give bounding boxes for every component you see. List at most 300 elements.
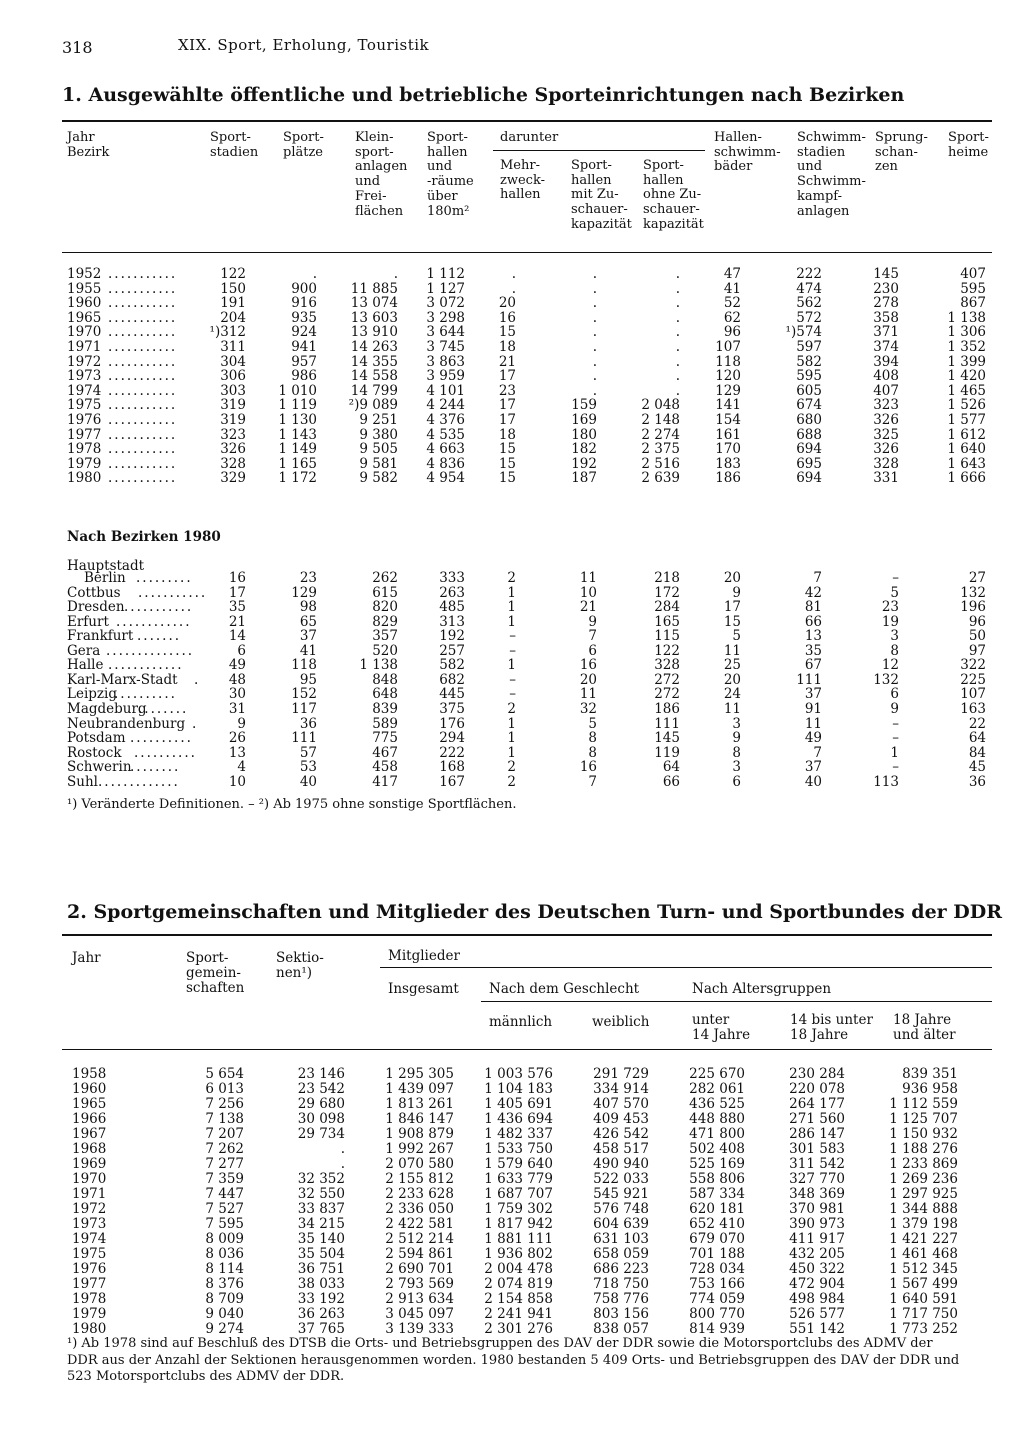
t2-cell-insgesamt: 1 813 261 [385, 1096, 454, 1112]
t2-year-label: 1960 [72, 1081, 107, 1097]
t1-cell-mehrzweck: 20 [498, 295, 516, 312]
table2-footnote-line: ¹) Ab 1978 sind auf Beschluß des DTSB die Orts- und Betriebsgruppen des DAV der DDR sowie die Motorsportclubs des ADMV der [67, 1336, 933, 1351]
leader-dots: ............ [116, 613, 192, 630]
t1-cell-schwimm: 597 [796, 339, 822, 355]
t2-cell-a14: 551 142 [789, 1321, 845, 1337]
t1-cell-stadien: 328 [220, 455, 246, 472]
t1-cell-ohne-zu: 145 [654, 730, 680, 747]
t1-cell-mit-zu: 8 [588, 744, 597, 761]
t2-cell-a14: 271 560 [789, 1111, 845, 1127]
t2-year-label: 1969 [72, 1156, 107, 1172]
t1-cell-ohne-zu: . [675, 280, 680, 297]
t2-cell-sek: 37 765 [297, 1321, 345, 1337]
t2-cell-u14: 587 334 [689, 1186, 745, 1202]
t1-cell-ohne-zu: 2 516 [641, 455, 680, 472]
t1-cell-heime: 1 666 [947, 470, 986, 487]
t1-cell-mit-zu: 32 [579, 700, 597, 717]
t2-cell-insgesamt: 2 422 581 [385, 1216, 454, 1232]
t1-cell-hallenbad: 170 [715, 441, 741, 458]
t2-cell-sek: 38 033 [297, 1276, 345, 1292]
t1-cell-stadien: 14 [228, 628, 246, 645]
t1-cell-hallen: 333 [439, 570, 465, 586]
t1-bezirk-label: Berlin [84, 570, 126, 586]
t1-cell-mit-zu: 187 [571, 470, 597, 487]
t1-cell-schwimm: 222 [796, 266, 822, 282]
t2-cell-a14: 411 917 [789, 1231, 845, 1247]
t1-cell-plaetze: 37 [299, 628, 317, 645]
t1-cell-mehrzweck: 17 [498, 368, 516, 385]
t2-cell-m: 1 936 802 [484, 1246, 553, 1262]
t1-cell-schwimm: 13 [804, 628, 822, 645]
t1-cell-plaetze: 129 [291, 584, 317, 601]
t1-cell-klein: 11 885 [350, 280, 398, 297]
t1-cell-sprung: 371 [873, 324, 899, 341]
t1-cell-sprung: 12 [881, 657, 899, 674]
t1-cell-plaetze: 118 [291, 657, 317, 674]
t2-cell-sek: 36 263 [297, 1306, 345, 1322]
t1-cell-ohne-zu: 284 [654, 599, 680, 616]
t1-cell-mit-zu: . [592, 309, 597, 326]
t2-cell-w: 426 542 [593, 1126, 649, 1142]
t1-cell-mit-zu: 159 [571, 397, 597, 414]
t1-col-hallen: Sport- hallen und -räume über 180m² [427, 130, 474, 219]
t1-cell-klein: 13 603 [350, 309, 398, 326]
t1-cell-schwimm: 37 [804, 686, 822, 703]
t1-cell-mehrzweck: 1 [507, 715, 516, 732]
t1-cell-hallenbad: 9 [732, 730, 741, 747]
leader-dots: ......... [136, 570, 193, 586]
t2-cell-sek: 34 215 [297, 1216, 345, 1232]
t2-cell-u14: 471 800 [689, 1126, 745, 1142]
t2-cell-w: 803 156 [593, 1306, 649, 1322]
t1-cell-ohne-zu: 272 [654, 686, 680, 703]
t1-cell-mit-zu: . [592, 280, 597, 297]
t1-cell-plaetze: 1 130 [278, 412, 317, 428]
t2-cell-a18: 1 421 227 [889, 1231, 958, 1247]
t1-cell-mit-zu: 8 [588, 730, 597, 747]
t1-cell-sprung: – [892, 715, 899, 732]
t1-cell-klein: 820 [372, 599, 398, 616]
t1-cell-klein: 14 558 [350, 368, 398, 385]
t1-cell-heime: 1 526 [947, 397, 986, 414]
t1-cell-hallen: 313 [439, 613, 465, 630]
t1-cell-hallen: 3 644 [426, 324, 465, 341]
t1-cell-mit-zu: 16 [579, 657, 597, 674]
t2-cell-a18: 1 461 468 [889, 1246, 958, 1262]
t1-cell-stadien: 150 [220, 280, 246, 297]
t2-cell-m: 1 405 691 [484, 1096, 553, 1112]
t1-cell-sprung: 374 [873, 339, 899, 355]
leader-dots: ........ [130, 759, 181, 776]
t1-cell-mit-zu: 6 [588, 642, 597, 659]
t2-cell-insgesamt: 2 070 580 [385, 1156, 454, 1172]
t1-cell-heime: 1 643 [947, 455, 986, 472]
t1-cell-hallen: 167 [439, 773, 465, 790]
t2-cell-m: 1 533 750 [484, 1141, 553, 1157]
t2-cell-a18: 1 125 707 [889, 1111, 958, 1127]
t1-cell-stadien: 17 [228, 584, 246, 601]
t2-cell-a14: 348 369 [789, 1186, 845, 1202]
t1-cell-schwimm: 562 [796, 295, 822, 312]
t1-cell-stadien: 304 [220, 353, 246, 370]
t2-cell-sg: 7 277 [205, 1156, 244, 1172]
t1-cell-schwimm: 67 [804, 657, 822, 674]
t1-cell-heime: 36 [968, 773, 986, 790]
t1-col-heime: Sport- heime [948, 130, 989, 160]
t1-cell-plaetze: 1 149 [278, 441, 317, 458]
t1-cell-hallenbad: 96 [723, 324, 741, 341]
t1-cell-mehrzweck: 18 [498, 339, 516, 355]
leader-dots: ........... [138, 584, 208, 601]
t1-year-label: 1977 [67, 426, 102, 443]
t2-cell-a18: 1 269 236 [889, 1171, 958, 1187]
t1-cell-klein: 458 [372, 759, 398, 776]
t1-cell-mehrzweck: 1 [507, 613, 516, 630]
t2-cell-insgesamt: 1 295 305 [385, 1066, 454, 1082]
t1-cell-ohne-zu: 328 [654, 657, 680, 674]
t1-cell-mehrzweck: – [509, 628, 516, 645]
t2-cell-m: 2 154 858 [484, 1291, 553, 1307]
t1-cell-hallen: 4 663 [426, 441, 465, 458]
t2-cell-w: 658 059 [593, 1246, 649, 1262]
t1-cell-ohne-zu: . [675, 382, 680, 399]
t1-bezirk-label: Magdeburg [67, 700, 147, 717]
t1-cell-sprung: 230 [873, 280, 899, 297]
t1-cell-sprung: 19 [881, 613, 899, 630]
t1-cell-stadien: 326 [220, 441, 246, 458]
t1-year-label: 1979 [67, 455, 102, 472]
t1-cell-sprung: 326 [873, 412, 899, 428]
t2-year-label: 1971 [72, 1186, 107, 1202]
t1-bezirk-label: Suhl [67, 773, 98, 790]
t1-cell-hallenbad: 186 [715, 470, 741, 487]
t2-cell-m: 1 579 640 [484, 1156, 553, 1172]
page-number: 318 [62, 38, 93, 57]
t1-cell-sprung: 325 [873, 426, 899, 443]
t1-cell-plaetze: 924 [291, 324, 317, 341]
t1-bezirk-label: Neubrandenburg [67, 715, 186, 732]
leader-dots: ........... [108, 412, 178, 428]
t1-cell-mehrzweck: 1 [507, 599, 516, 616]
t2-col-a18: 18 Jahre und älter [893, 1012, 956, 1043]
t1-cell-mit-zu: 11 [579, 686, 597, 703]
t2-year-label: 1976 [72, 1261, 107, 1277]
t1-cell-heime: 45 [968, 759, 986, 776]
t2-cell-u14: 282 061 [689, 1081, 745, 1097]
t2-cell-sg: 7 359 [205, 1171, 244, 1187]
t1-cell-mehrzweck: . [511, 280, 516, 297]
t2-cell-a14: 286 147 [789, 1126, 845, 1142]
t1-cell-ohne-zu: 172 [654, 584, 680, 601]
t1-cell-hallen: 4 101 [426, 382, 465, 399]
t1-cell-klein: 13 910 [350, 324, 398, 341]
table2-header-rule [62, 1049, 992, 1050]
t1-cell-mehrzweck: 2 [507, 759, 516, 776]
t2-cell-sek: 36 751 [297, 1261, 345, 1277]
t2-cell-u14: 753 166 [689, 1276, 745, 1292]
t2-cell-sek: 29 680 [297, 1096, 345, 1112]
t1-bezirk-label: Cottbus [67, 584, 121, 601]
table2-top-rule [62, 934, 992, 936]
t2-cell-a18: 1 567 499 [889, 1276, 958, 1292]
t2-cell-insgesamt: 2 690 701 [385, 1261, 454, 1277]
t1-cell-hallenbad: 3 [732, 759, 741, 776]
t1-cell-stadien: 319 [220, 412, 246, 428]
t1-cell-heime: 867 [960, 295, 986, 312]
t2-cell-sek: 33 192 [297, 1291, 345, 1307]
t2-cell-sg: 6 013 [205, 1081, 244, 1097]
t1-cell-sprung: – [892, 730, 899, 747]
t1-cell-mit-zu: 9 [588, 613, 597, 630]
t1-cell-ohne-zu: . [675, 295, 680, 312]
t1-cell-stadien: 49 [228, 657, 246, 674]
t1-cell-mehrzweck: 1 [507, 584, 516, 601]
t2-cell-a14: 432 205 [789, 1246, 845, 1262]
t1-cell-heime: 595 [960, 280, 986, 297]
t1-cell-heime: 1 306 [947, 324, 986, 341]
t1-cell-hallenbad: 9 [732, 584, 741, 601]
t1-cell-mit-zu: 10 [579, 584, 597, 601]
t2-cell-a14: 327 770 [789, 1171, 845, 1187]
t1-cell-klein: 262 [372, 570, 398, 586]
t2-cell-sek: 29 734 [297, 1126, 345, 1142]
leader-dots: .......... [114, 686, 177, 703]
t1-cell-hallenbad: 3 [732, 715, 741, 732]
t2-cell-m: 2 301 276 [484, 1321, 553, 1337]
t2-year-label: 1978 [72, 1291, 107, 1307]
t1-bezirk-label: Halle [67, 657, 104, 674]
t1-bezirk-label: Frankfurt [67, 628, 134, 645]
t1-bezirk-label: Leipzig [67, 686, 117, 703]
t1-cell-klein: 14 799 [350, 382, 398, 399]
t1-col-klein: Klein- sport- anlagen und Frei- flächen [355, 130, 408, 219]
t2-cell-a14: 472 904 [789, 1276, 845, 1292]
t1-cell-klein: 9 251 [359, 412, 398, 428]
t2-cell-m: 1 687 707 [484, 1186, 553, 1202]
t1-bezirk-label: Karl-Marx-Stadt [67, 671, 178, 688]
t1-cell-heime: 27 [968, 570, 986, 586]
t1-col-mit-zu: Sport- hallen mit Zu- schauer- kapazität [571, 158, 632, 232]
t2-cell-sek: 30 098 [297, 1111, 345, 1127]
t1-cell-plaetze: 53 [299, 759, 317, 776]
t1-cell-sprung: 132 [873, 671, 899, 688]
t1-cell-sprung: 8 [890, 642, 899, 659]
t1-year-label: 1972 [67, 353, 102, 370]
t2-cell-sek: 32 352 [297, 1171, 345, 1187]
t1-cell-ohne-zu: 2 048 [641, 397, 680, 414]
t1-cell-hallen: 1 127 [426, 280, 465, 297]
t1-cell-stadien: 26 [228, 730, 246, 747]
t1-cell-hallenbad: 183 [715, 455, 741, 472]
t1-cell-klein: 520 [372, 642, 398, 659]
t1-cell-mehrzweck: 1 [507, 657, 516, 674]
t2-cell-m: 1 881 111 [484, 1231, 553, 1247]
t2-cell-a14: 311 542 [789, 1156, 845, 1172]
table1-header-rule [62, 252, 992, 253]
t1-cell-mehrzweck: 15 [498, 455, 516, 472]
t1-year-label: 1980 [67, 470, 102, 487]
t1-cell-hallenbad: 17 [723, 599, 741, 616]
t1-cell-mit-zu: . [592, 368, 597, 385]
t1-cell-hallen: 3 863 [426, 353, 465, 370]
t1-cell-sprung: 278 [873, 295, 899, 312]
t1-cell-stadien: ¹)312 [209, 324, 246, 341]
t1-cell-schwimm: 11 [804, 715, 822, 732]
t2-cell-sek: 33 837 [297, 1201, 345, 1217]
t2-mitglieder-rule [380, 967, 992, 968]
t1-cell-heime: 1 612 [947, 426, 986, 443]
t1-cell-heime: 1 399 [947, 353, 986, 370]
t2-cell-sek: 23 542 [297, 1081, 345, 1097]
t1-cell-heime: 50 [968, 628, 986, 645]
t2-cell-m: 1 759 302 [484, 1201, 553, 1217]
t1-cell-heime: 132 [960, 584, 986, 601]
leader-dots: . [194, 671, 201, 688]
t1-cell-ohne-zu: 2 639 [641, 470, 680, 487]
t1-cell-heime: 196 [960, 599, 986, 616]
t1-year-label: 1960 [67, 295, 102, 312]
t1-cell-ohne-zu: 272 [654, 671, 680, 688]
t1-cell-sprung: 407 [873, 382, 899, 399]
t2-cell-u14: 436 525 [689, 1096, 745, 1112]
t2-cell-m: 1 436 694 [484, 1111, 553, 1127]
t1-cell-schwimm: 66 [804, 613, 822, 630]
t1-cell-mehrzweck: 23 [498, 382, 516, 399]
t1-cell-heime: 1 577 [947, 412, 986, 428]
t2-cell-w: 407 570 [593, 1096, 649, 1112]
leader-dots: ........... [108, 470, 178, 487]
t2-cell-a18: 1 717 750 [889, 1306, 958, 1322]
t1-cell-mehrzweck: 1 [507, 744, 516, 761]
t1-cell-hallenbad: 8 [732, 744, 741, 761]
t2-cell-sg: 7 256 [205, 1096, 244, 1112]
t1-cell-plaetze: 1 010 [278, 382, 317, 399]
t1-year-label: 1974 [67, 382, 102, 399]
t1-cell-plaetze: 1 172 [278, 470, 317, 487]
t2-cell-a14: 220 078 [789, 1081, 845, 1097]
t1-cell-heime: 1 465 [947, 382, 986, 399]
t1-cell-plaetze: 941 [291, 339, 317, 355]
t1-cell-hallenbad: 11 [723, 642, 741, 659]
leader-dots: ............ [108, 657, 184, 674]
t1-cell-mehrzweck: – [509, 686, 516, 703]
t2-cell-a18: 1 112 559 [889, 1096, 958, 1112]
t1-cell-mehrzweck: 15 [498, 470, 516, 487]
t1-cell-hallenbad: 107 [715, 339, 741, 355]
t1-cell-mehrzweck: 15 [498, 324, 516, 341]
t1-cell-stadien: 6 [237, 642, 246, 659]
t2-col-mitglieder: Mitglieder [388, 948, 460, 964]
t2-col-alter: Nach Altersgruppen [692, 981, 832, 997]
t2-cell-a18: 1 379 198 [889, 1216, 958, 1232]
t2-col-insgesamt: Insgesamt [388, 981, 459, 997]
t1-cell-klein: 467 [372, 744, 398, 761]
t2-cell-a14: 526 577 [789, 1306, 845, 1322]
t1-cell-ohne-zu: . [675, 353, 680, 370]
t1-cell-ohne-zu: . [675, 368, 680, 385]
t1-cell-klein: 589 [372, 715, 398, 732]
t2-cell-m: 2 074 819 [484, 1276, 553, 1292]
t2-cell-insgesamt: 2 512 214 [385, 1231, 454, 1247]
t2-cell-a18: 1 150 932 [889, 1126, 958, 1142]
t2-cell-u14: 620 181 [689, 1201, 745, 1217]
t2-cell-insgesamt: 2 913 634 [385, 1291, 454, 1307]
leader-dots: ........... [108, 382, 178, 399]
t1-cell-plaetze: 957 [291, 353, 317, 370]
t1-cell-stadien: 31 [228, 700, 246, 717]
t1-cell-mehrzweck: 17 [498, 397, 516, 414]
t1-cell-schwimm: 695 [796, 455, 822, 472]
t1-cell-mit-zu: . [592, 339, 597, 355]
t1-cell-plaetze: . [312, 266, 317, 282]
t1-cell-klein: 9 505 [359, 441, 398, 458]
t2-cell-insgesamt: 1 992 267 [385, 1141, 454, 1157]
t1-cell-hallenbad: 41 [723, 280, 741, 297]
leader-dots: ............. [98, 773, 180, 790]
t1-cell-schwimm: 7 [813, 570, 822, 586]
t1-cell-hallenbad: 120 [715, 368, 741, 385]
t2-cell-w: 718 750 [593, 1276, 649, 1292]
t1-cell-hallen: 176 [439, 715, 465, 732]
t2-col-w: weiblich [592, 1014, 650, 1030]
t1-cell-sprung: 23 [881, 599, 899, 616]
t1-cell-sprung: – [892, 570, 899, 586]
t1-cell-hallen: 294 [439, 730, 465, 747]
t1-cell-schwimm: 81 [804, 599, 822, 616]
t2-cell-a18: 936 958 [902, 1081, 958, 1097]
t1-cell-ohne-zu: 2 274 [641, 426, 680, 443]
leader-dots: ........... [108, 353, 178, 370]
t1-year-label: 1973 [67, 368, 102, 385]
t1-cell-stadien: 35 [228, 599, 246, 616]
t2-col-sg: Sport- gemein- schaften [186, 950, 245, 996]
t2-cell-insgesamt: 2 233 628 [385, 1186, 454, 1202]
t1-cell-plaetze: 1 165 [278, 455, 317, 472]
t1-year-label: 1965 [67, 309, 102, 326]
t1-cell-mit-zu: 5 [588, 715, 597, 732]
t1-bezirk-label: Gera [67, 642, 101, 659]
table2-footnote-line: DDR aus der Anzahl der Sektionen herausgenommen worden. 1980 bestanden 5 409 Orts- und Betriebsgruppen des DAV der DDR und [67, 1352, 960, 1368]
t1-year-label: 1955 [67, 280, 102, 297]
t2-cell-u14: 225 670 [689, 1066, 745, 1082]
t1-cell-hallen: 485 [439, 599, 465, 616]
t1-cell-hallen: 3 072 [426, 295, 465, 312]
t2-cell-sg: 8 036 [205, 1246, 244, 1262]
t1-cell-mit-zu: 182 [571, 441, 597, 458]
t1-col-stadien: Sport- stadien [210, 130, 259, 160]
t2-cell-u14: 502 408 [689, 1141, 745, 1157]
t1-cell-hallenbad: 161 [715, 426, 741, 443]
t2-cell-a14: 230 284 [789, 1066, 845, 1082]
t2-cell-insgesamt: 3 045 097 [385, 1306, 454, 1322]
t1-cell-ohne-zu: 115 [654, 628, 680, 645]
t2-cell-u14: 448 880 [689, 1111, 745, 1127]
t1-cell-hallen: 4 836 [426, 455, 465, 472]
t1-cell-hallenbad: 118 [715, 353, 741, 370]
t2-year-label: 1965 [72, 1096, 107, 1112]
t2-cell-sg: 7 138 [205, 1111, 244, 1127]
t1-cell-mit-zu: 7 [588, 628, 597, 645]
t2-year-label: 1970 [72, 1171, 107, 1187]
t1-cell-klein: 839 [372, 700, 398, 717]
t1-cell-klein: 848 [372, 671, 398, 688]
t1-cell-schwimm: 605 [796, 382, 822, 399]
t2-cell-insgesamt: 2 336 050 [385, 1201, 454, 1217]
t1-cell-heime: 64 [968, 730, 986, 747]
t1-cell-mit-zu: 169 [571, 412, 597, 428]
t1-cell-klein: 14 263 [350, 339, 398, 355]
t1-cell-hallen: 682 [439, 671, 465, 688]
